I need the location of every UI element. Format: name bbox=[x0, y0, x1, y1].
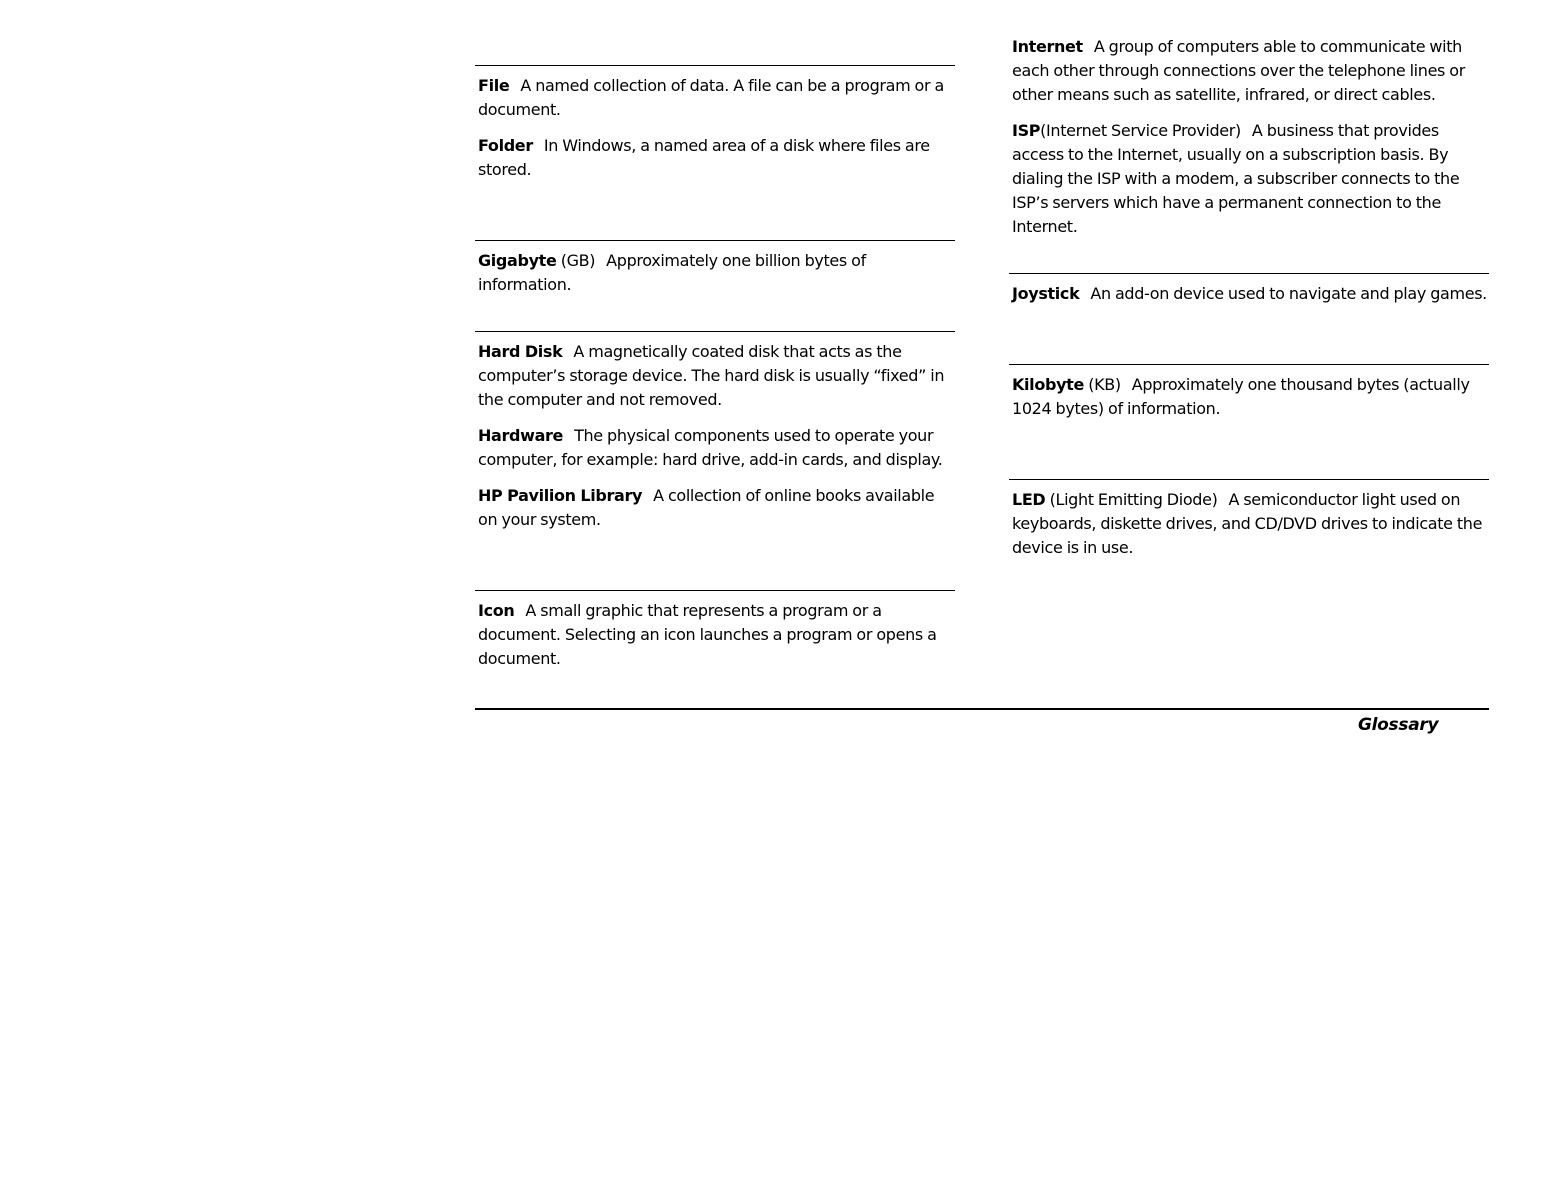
glossary-entry-isp bbox=[1012, 119, 1488, 239]
qualifier: (Light Emitting Diode) bbox=[1049, 490, 1218, 509]
term: HP Pavilion Library bbox=[478, 486, 643, 505]
section-rule-j bbox=[1009, 273, 1489, 274]
qualifier: (Internet Service Provider) bbox=[1040, 121, 1241, 140]
term: Kilobyte bbox=[1012, 375, 1084, 394]
qualifier: (KB) bbox=[1088, 375, 1121, 394]
glossary-entry-joystick bbox=[1012, 282, 1488, 306]
footer-section-title: Glossary bbox=[1358, 715, 1439, 735]
glossary-entry-icon bbox=[478, 599, 954, 671]
section-rule-h bbox=[475, 331, 955, 332]
glossary-entry-folder bbox=[478, 134, 954, 182]
definition: A semiconductor light used on keyboards, diskette drives, and CD/DVD drives to indicate the device is in use. bbox=[1012, 490, 1483, 557]
definition: An add-on device used to navigate and play games. bbox=[1090, 284, 1487, 303]
definition: The physical components used to operate your computer, for example: hard drive, add-in cards, and display. bbox=[478, 426, 943, 469]
definition: A collection of online books available on your system. bbox=[478, 486, 935, 529]
term: Hardware bbox=[478, 426, 564, 445]
section-rule-l bbox=[1009, 479, 1489, 480]
qualifier: (GB) bbox=[560, 251, 596, 270]
section-rule-i bbox=[475, 590, 955, 591]
glossary-entry-led bbox=[1012, 488, 1488, 560]
definition: In Windows, a named area of a disk where files are stored. bbox=[478, 136, 930, 179]
term: Joystick bbox=[1012, 284, 1080, 303]
glossary-entry-kilobyte bbox=[1012, 373, 1488, 421]
definition: Approximately one thousand bytes (actually 1024 bytes) of information. bbox=[1012, 375, 1470, 418]
section-rule-f bbox=[475, 65, 955, 66]
section-rule-g bbox=[475, 240, 955, 241]
term: File bbox=[478, 76, 510, 95]
glossary-entry-gigabyte bbox=[478, 249, 954, 297]
definition: Approximately one billion bytes of information. bbox=[478, 251, 866, 294]
term: Folder bbox=[478, 136, 533, 155]
glossary-entry-file bbox=[478, 74, 954, 122]
term: LED bbox=[1012, 490, 1046, 509]
definition: A small graphic that represents a program or a document. Selecting an icon launches a program or opens a document. bbox=[478, 601, 937, 668]
term: Hard Disk bbox=[478, 342, 563, 361]
glossary-entry-hard-disk bbox=[478, 340, 954, 412]
definition: A magnetically coated disk that acts as the computer’s storage device. The hard disk is usually “fixed” in the computer and not removed. bbox=[478, 342, 945, 409]
definition: A group of computers able to communicate with each other through connections over the telephone lines or other means such as satellite, infrared, or direct cables. bbox=[1012, 37, 1465, 104]
definition: A named collection of data. A file can be a program or a document. bbox=[478, 76, 944, 119]
term: Icon bbox=[478, 601, 515, 620]
term: Gigabyte bbox=[478, 251, 557, 270]
section-rule-k bbox=[1009, 364, 1489, 365]
term: ISP bbox=[1012, 121, 1041, 140]
definition: A business that provides access to the Internet, usually on a subscription basis. By dialing the ISP with a modem, a subscriber connects to the ISP’s servers which have a permanent connection to the Internet. bbox=[1012, 121, 1460, 236]
glossary-entry-hp-pavilion-library bbox=[478, 484, 954, 532]
glossary-entry-hardware bbox=[478, 424, 954, 472]
glossary-entry-internet bbox=[1012, 35, 1488, 107]
footer-rule bbox=[475, 708, 1489, 710]
term: Internet bbox=[1012, 37, 1083, 56]
